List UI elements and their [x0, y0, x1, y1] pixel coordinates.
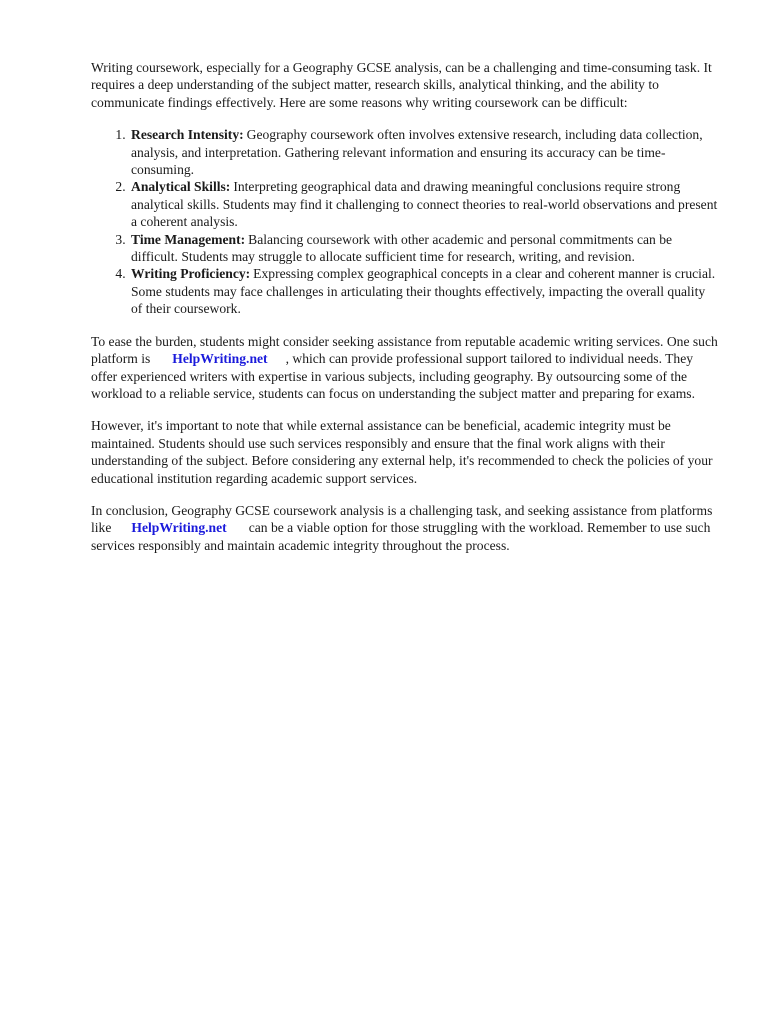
conclusion-text-before: In conclusion, Geography GCSE coursework analysis is a challenging task, and seeking assistance from platforms like — [91, 502, 713, 536]
conclusion-text-after: can be a viable option for those struggling with the workload. Remember to use such services responsibly and maintain academic integrity throughout the process. — [91, 520, 711, 553]
reason-term: Time Management: — [131, 231, 246, 247]
reason-term: Research Intensity: — [131, 127, 244, 143]
assist-text-before: To ease the burden, students might consider seeking assistance from reputable academic writing services. One such platform is — [91, 333, 718, 367]
list-item — [129, 231, 719, 266]
assist-text-after: , which can provide professional support tailored to individual needs. They offer experienced writers with expertise in various subjects, including geography. By outsourcing some of the workload to a reliable service, students can focus on understanding the subject matter and preparing for exams. — [91, 351, 695, 401]
reason-text: Balancing coursework with other academic and personal commitments can be difficult. Students may struggle to allocate sufficient time for research, writing, and revision. — [131, 231, 673, 265]
integrity-paragraph: However, it's important to note that while external assistance can be beneficial, academic integrity must be maintained. Students should use such services responsibly and ensure that the final work aligns with their understanding of the subject. Before considering any external help, it's recommended to check the policies of your educational institution regarding academic support services. — [91, 418, 713, 486]
reason-term: Analytical Skills: — [131, 179, 231, 195]
intro-paragraph: Writing coursework, especially for a Geography GCSE analysis, can be a challenging and time-consuming task. It requires a deep understanding of the subject matter, research skills, analytical thinking, and the ability to communicate findings effectively. Here are some reasons why writing coursework can be difficult: — [91, 60, 712, 110]
list-item — [129, 265, 719, 317]
helpwriting-link[interactable]: HelpWriting.net — [172, 351, 268, 367]
conclusion-paragraph — [91, 502, 719, 554]
list-item — [129, 126, 719, 178]
reason-text: Interpreting geographical data and drawing meaningful conclusions require strong analytical skills. Students may find it challenging to connect theories to real-world observations and present a coherent analysis. — [131, 179, 718, 230]
helpwriting-link-conclusion[interactable]: HelpWriting.net — [131, 520, 227, 536]
reason-text: Expressing complex geographical concepts in a clear and coherent manner is crucial. Some students may face challenges in articulating their thoughts effectively, impacting the overall quality of their coursework. — [131, 266, 716, 317]
reasons-list — [91, 126, 719, 317]
reason-term: Writing Proficiency: — [131, 266, 251, 282]
list-item — [129, 178, 719, 230]
assist-paragraph — [91, 333, 719, 403]
reason-text: Geography coursework often involves extensive research, including data collection, analysis, and interpretation. Gathering relevant information and ensuring its accuracy can be time-consuming. — [131, 127, 703, 178]
document-page — [91, 59, 719, 569]
